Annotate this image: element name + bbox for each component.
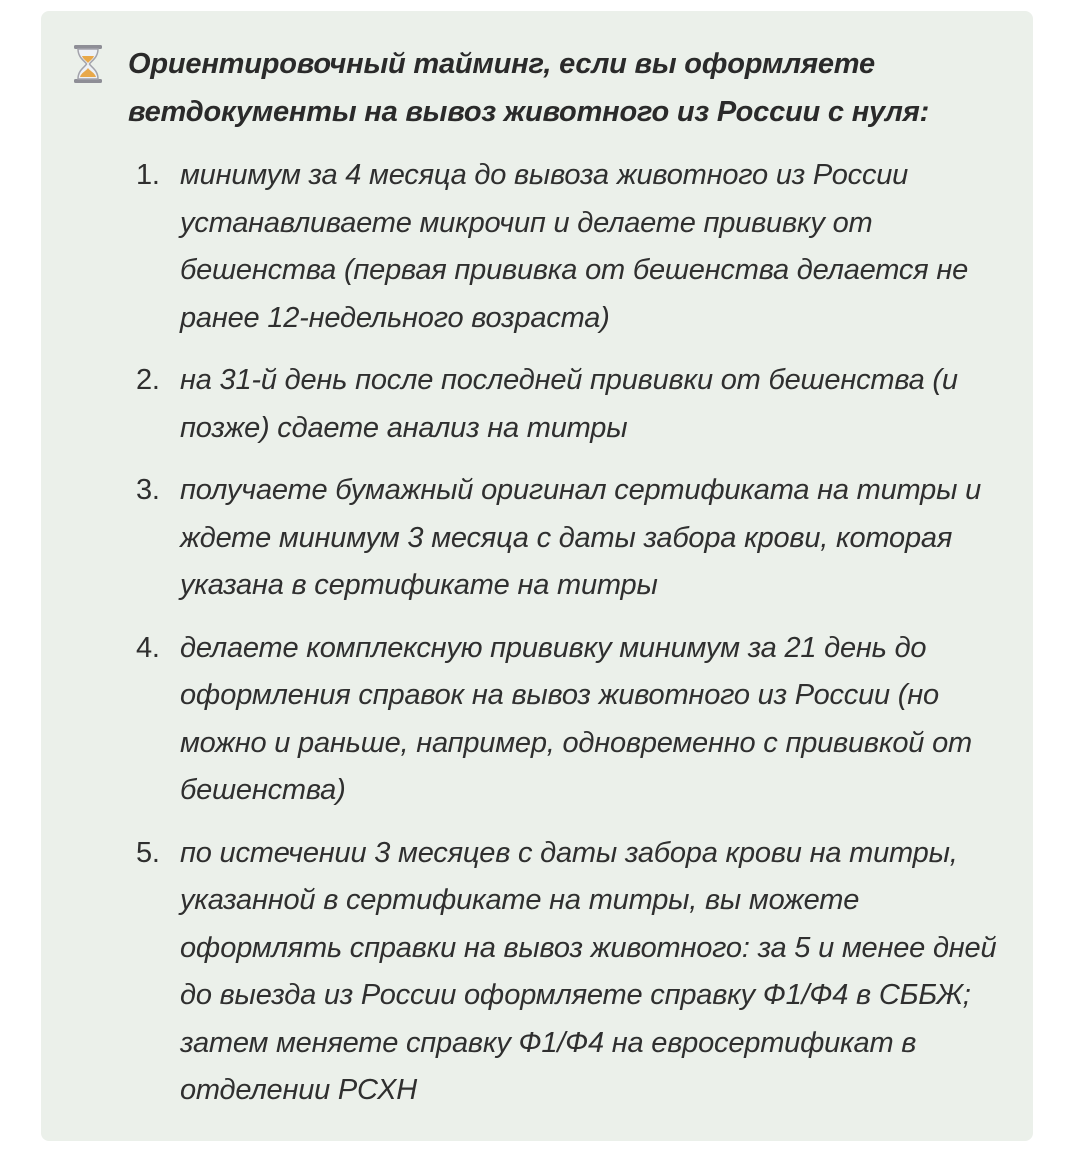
list-item bbox=[128, 152, 998, 342]
list-item bbox=[128, 625, 998, 815]
list-item-number: 2. bbox=[136, 364, 160, 396]
list-item-text: делаете комплексную прививку минимум за 21 день до оформления справок на вывоз животного из России (но можно и раньше, например, одновременно с прививкой от бешенства) bbox=[180, 631, 972, 806]
list-item-number: 3. bbox=[136, 474, 160, 506]
list-item bbox=[128, 830, 998, 1115]
list-item-text: на 31-й день после последней прививки от бешенства (и позже) сдаете анализ на титры bbox=[180, 364, 958, 444]
timeline-list bbox=[128, 152, 998, 1130]
list-item bbox=[128, 357, 998, 452]
list-item-text: получаете бумажный оригинал сертификата на титры и ждете минимум 3 месяца с даты забора крови, которая указана в сертификате на титры bbox=[180, 474, 982, 601]
list-item-text: по истечении 3 месяцев с даты забора крови на титры, указанной в сертификате на титры, вы можете оформлять справки на вывоз животного: за 5 и менее дней до выезда из России оформляете справку Ф1/Ф4 в СББЖ; затем меняете справку Ф1/Ф4 на евросертификат в отделении РСХН bbox=[180, 836, 997, 1106]
card-heading: Ориентировочный тайминг, если вы оформляете ветдокументы на вывоз животного из России с нуля: bbox=[128, 48, 930, 128]
list-item bbox=[128, 467, 998, 610]
list-item-text: минимум за 4 месяца до вывоза животного из России устанавливаете микрочип и делаете прививку от бешенства (первая прививка от бешенства делается не ранее 12-недельного возраста) bbox=[180, 159, 969, 334]
list-item-number: 1. bbox=[136, 159, 160, 191]
list-item-number: 5. bbox=[136, 836, 160, 869]
hourglass-icon bbox=[72, 44, 104, 84]
list-item-number: 4. bbox=[136, 631, 160, 664]
